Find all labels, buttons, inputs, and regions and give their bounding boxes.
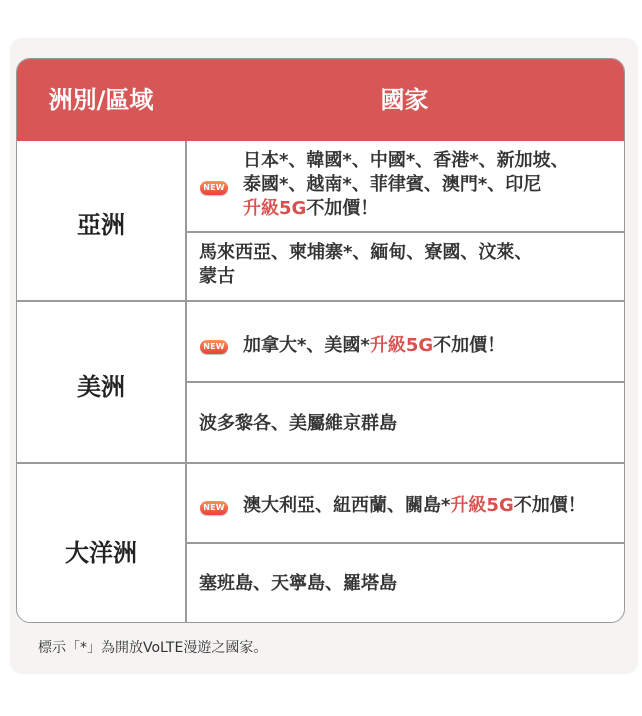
- asia-other-line2: 蒙古: [199, 266, 235, 287]
- asia-new-line1: 日本*、韓國*、中國*、香港*、新加坡、: [243, 150, 569, 171]
- no-extra-charge-text: 不加價！: [513, 495, 586, 516]
- volte-footnote: 標示「*」為開放VoLTE漫遊之國家。: [38, 640, 268, 656]
- asia-other-line1: 馬來西亞、柬埔寨*、緬甸、寮國、汶萊、: [199, 242, 533, 263]
- americas-new-countries: 加拿大*、美國*: [243, 335, 370, 356]
- oceania-other-row: [186, 544, 624, 622]
- americas-new-line: [243, 334, 505, 358]
- oceania-new-line: [243, 494, 586, 518]
- asia-new-row: [186, 141, 624, 231]
- americas-new-row: [186, 302, 624, 381]
- no-extra-charge-text: 不加價！: [433, 335, 506, 356]
- new-badge: NEW: [200, 501, 228, 515]
- upgrade-5g-text: 升級5G: [450, 495, 514, 516]
- oceania-new-countries: 澳大利亞、紐西蘭、關島*: [243, 495, 451, 516]
- asia-new-line2: 泰國*、越南*、菲律賓、澳門*、印尼: [243, 174, 542, 195]
- header-country: 國家: [380, 86, 429, 114]
- roaming-table: [16, 58, 625, 623]
- asia-upgrade-line: [243, 197, 378, 221]
- region-oceania: 大洋洲: [65, 539, 137, 567]
- region-asia: 亞洲: [77, 211, 125, 239]
- oceania-new-row: [186, 464, 624, 542]
- upgrade-5g-text: 升級5G: [243, 198, 307, 219]
- header-region: 洲別/區域: [48, 86, 154, 114]
- americas-other-line: 波多黎各、美屬維京群島: [199, 413, 397, 434]
- upgrade-5g-text: 升級5G: [369, 335, 434, 356]
- new-badge: NEW: [200, 181, 228, 195]
- table-header: [17, 59, 624, 141]
- no-extra-charge-text: 不加價！: [306, 198, 379, 219]
- asia-other-row: [186, 233, 624, 300]
- americas-other-row: [186, 383, 624, 462]
- region-americas: 美洲: [77, 373, 125, 401]
- new-badge: NEW: [200, 340, 228, 354]
- oceania-other-line: 塞班島、天寧島、羅塔島: [199, 573, 397, 594]
